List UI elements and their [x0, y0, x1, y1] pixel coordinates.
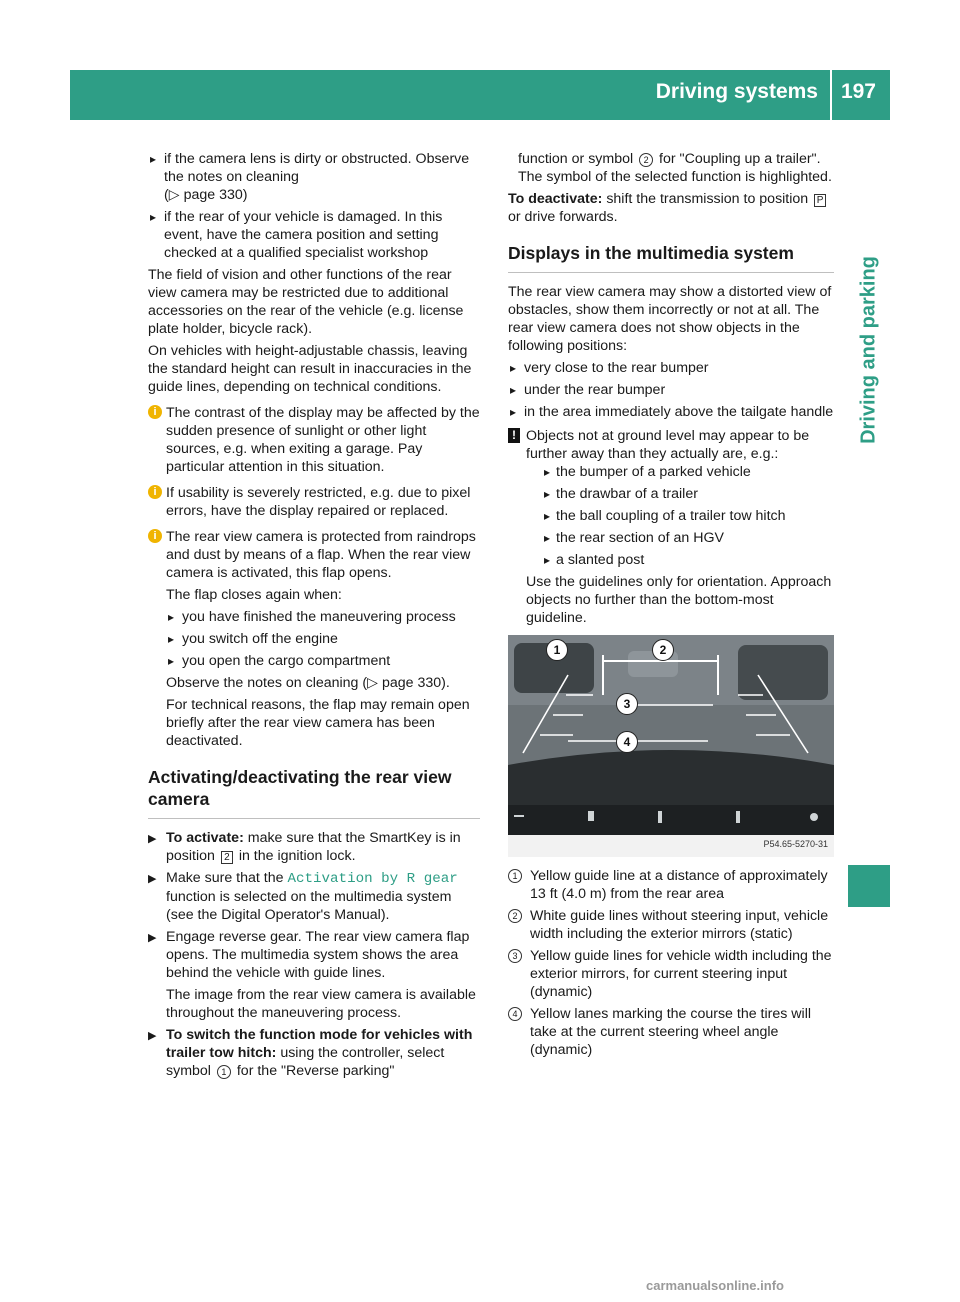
list-item: ▸ if the rear of your vehicle is damaged. In this event, have the camera position and setting checked at a qualified specialist workshop: [148, 208, 480, 262]
list-item: ▸ the rear section of an HGV: [542, 529, 834, 547]
instruction-step: ▶ To switch the function mode for vehicles with trailer tow hitch: using the controller, select symbol 1 for the "Reverse parking": [148, 1026, 480, 1080]
info-note: i The contrast of the display may be affected by the sudden presence of sunlight or other light sources, e.g. when exiting a garage. Pay particular attention in this situation.: [148, 404, 480, 476]
side-tab: [848, 256, 890, 444]
page-number: 197: [840, 80, 876, 103]
list-item: ▸ very close to the rear bumper: [508, 359, 834, 377]
paragraph: The flap closes again when:: [166, 587, 342, 603]
callout-2: 2: [652, 639, 674, 661]
legend-number: 2: [508, 909, 522, 923]
paragraph: To deactivate: shift the transmission to position P or drive forwards.: [508, 190, 834, 226]
legend-item: 3 Yellow guide lines for vehicle width including the exterior mirrors, for current steering input (dynamic): [508, 947, 834, 1001]
list-item: ▸ the drawbar of a trailer: [542, 485, 834, 503]
list-item: ▸ a slanted post: [542, 551, 834, 569]
warning-icon: !: [508, 428, 520, 443]
warning-note: ! Objects not at ground level may appear to be further away than they actually are, e.g.: ▸ the bumper of a parked vehicle ▸ the drawbar of a trailer ▸ the ball coupling of a trailer tow hitch ▸ the rear section of an HGV ▸ a slanted post Use the guidelines only for orientation. Approach objects no further than the bottom-most guideline.: [508, 427, 834, 627]
left-column: [148, 150, 480, 1084]
header-title: Driving systems: [655, 80, 818, 103]
callout-3: 3: [616, 693, 638, 715]
info-icon: i: [148, 529, 162, 543]
paragraph: On vehicles with height-adjustable chassis, leaving the standard height can result in inaccuracies in the guide lines, depending on technical conditions.: [148, 343, 472, 395]
legend-number: 4: [508, 1007, 522, 1021]
legend-number: 3: [508, 949, 522, 963]
header-separator: [830, 70, 832, 120]
legend-item: 2 White guide lines without steering input, vehicle width including the exterior mirrors (static): [508, 907, 834, 943]
section-heading: Displays in the multimedia system: [508, 242, 834, 273]
side-tab-label: Driving and parking: [857, 256, 880, 444]
paragraph: function or symbol 2 for "Coupling up a trailer". The symbol of the selected function is highlighted.: [518, 151, 832, 185]
section-heading: Activating/deactivating the rear view camera: [148, 766, 480, 819]
legend-item: 1 Yellow guide line at a distance of approximately 13 ft (4.0 m) from the rear area: [508, 867, 834, 903]
list-item: ▸ you have finished the maneuvering process: [166, 608, 480, 626]
warning-list: [542, 463, 834, 569]
list-item: ▸ in the area immediately above the tailgate handle: [508, 403, 834, 421]
info-note: i If usability is severely restricted, e.g. due to pixel errors, have the display repaired or replaced.: [148, 484, 480, 520]
list-item: ▸ if the camera lens is dirty or obstructed. Observe the notes on cleaning (▷ page 330): [148, 150, 480, 204]
paragraph: The rear view camera may show a distorted view of obstacles, show them incorrectly or not at all. The rear view camera does not show objects in the following positions:: [508, 284, 832, 354]
paragraph: For technical reasons, the flap may remain open briefly after the rear view camera has been deactivated.: [166, 697, 470, 749]
callout-symbol: 2: [639, 153, 653, 167]
callout-4: 4: [616, 731, 638, 753]
paragraph: The field of vision and other functions of the rear view camera may be restricted due to additional accessories on the rear of the vehicle (e.g. license plate holder, bicycle rack).: [148, 267, 464, 337]
instruction-step: ▶ To activate: make sure that the SmartKey is in position 2 in the ignition lock.: [148, 829, 480, 865]
park-position-symbol: P: [814, 194, 826, 207]
list-item: ▸ you switch off the engine: [166, 630, 480, 648]
callout-1: 1: [546, 639, 568, 661]
callout-symbol: 1: [217, 1065, 231, 1079]
paragraph: The image from the rear view camera is available throughout the maneuvering process.: [166, 987, 476, 1021]
list-item: ▸ the ball coupling of a trailer tow hitch: [542, 507, 834, 525]
menu-function-name: Activation by R gear: [287, 871, 458, 887]
key-position-symbol: 2: [221, 851, 233, 864]
side-tab-marker: [848, 865, 890, 907]
instruction-step: ▶ Engage reverse gear. The rear view camera flap opens. The multimedia system shows the area behind the vehicle with guide lines. The image from the rear view camera is available throughout the maneuvering process.: [148, 928, 480, 1022]
info-icon: i: [148, 405, 162, 419]
legend-item: 4 Yellow lanes marking the course the tires will take at the current steering wheel angle (dynamic): [508, 1005, 834, 1059]
paragraph: Observe the notes on cleaning (▷ page 330).: [166, 675, 450, 691]
watermark[interactable]: carmanualsonline.info: [646, 1278, 784, 1293]
header-bar: [70, 70, 890, 120]
list-item: ▸ under the rear bumper: [508, 381, 834, 399]
paragraph: Use the guidelines only for orientation. Approach objects no further than the bottom-most guideline.: [526, 574, 832, 626]
legend-number: 1: [508, 869, 522, 883]
rear-camera-figure: [508, 635, 834, 857]
page-reference: (▷ page 330): [164, 187, 248, 203]
figure-code: P54.65-5270-31: [763, 839, 828, 849]
list-item: ▸ you open the cargo compartment: [166, 652, 480, 670]
list-item: ▸ the bumper of a parked vehicle: [542, 463, 834, 481]
instruction-step: ▶ Make sure that the Activation by R gear function is selected on the multimedia system (see the Digital Operator's Manual).: [148, 869, 480, 924]
rear-camera-image: [508, 635, 834, 857]
info-icon: i: [148, 485, 162, 499]
info-note: i The rear view camera is protected from raindrops and dust by means of a flap. When the rear view camera is activated, this flap opens. The flap closes again when: ▸ you have finished the maneuvering process ▸ you switch off the engine ▸ you open the cargo compartment Observe the notes on cleaning (▷ page 330). For technical reasons, the flap may remain open briefly after the rear view camera has been deactivated.: [148, 528, 480, 750]
right-column: [508, 150, 834, 1063]
